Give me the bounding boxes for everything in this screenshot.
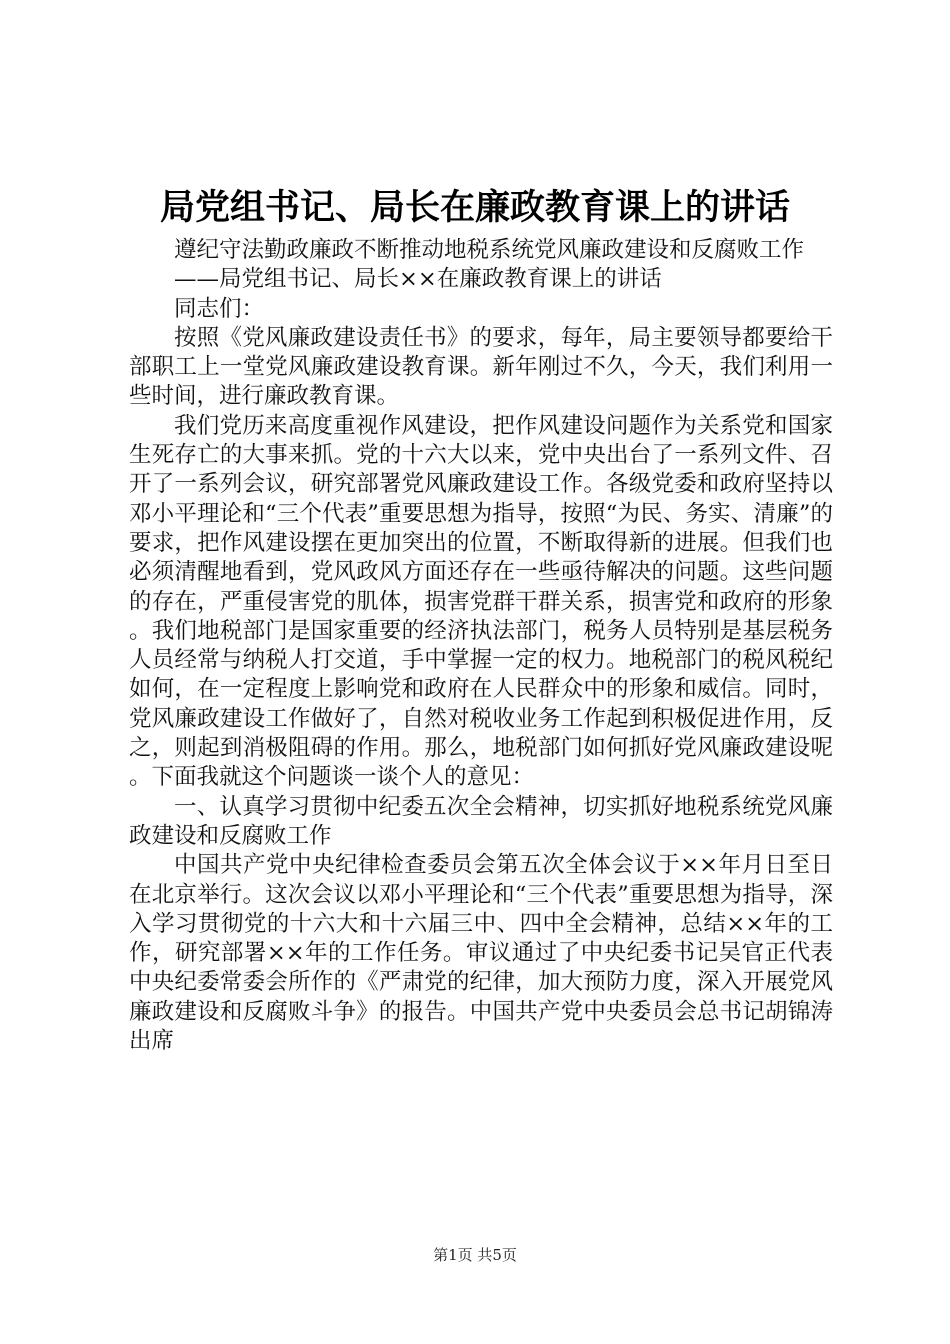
body-paragraph: 我们党历来高度重视作风建设，把作风建设问题作为关系党和国家生死存亡的大事来抓。党的十六大以来，党中央出台了一系列文件、召开了一系列会议，研究部署党风廉政建设工作。各级党委和政府坚持以邓小平理论和“三个代表”重要思想为指导，按照“为民、务实、清廉”的要求，把作风建设摆在更加突出的位置，不断取得新的进展。但我们也必须清醒地看到，党风政风方面还存在一些亟待解决的问题。这些问题的存在，严重侵害党的肌体，损害党群干群关系，损害党和政府的形象。我们地税部门是国家重要的经济执法部门，税务人员特别是基层税务人员经常与纳税人打交道，手中掌握一定的权力。地税部门的税风税纪如何，在一定程度上影响党和政府在人民群众中的形象和威信。同时，党风廉政建设工作做好了，自然对税收业务工作起到积极促进作用，反之，则起到消极阻碍的作用。那么，地税部门如何抓好党风廉政建设呢。下面我就这个问题谈一谈个人的意见： <box>129 412 833 791</box>
document-body <box>129 236 833 1056</box>
body-paragraph: 中国共产党中央纪律检查委员会第五次全体会议于××年月日至日在北京举行。这次会议以邓小平理论和“三个代表”重要思想为指导，深入学习贯彻党的十六大和十六届三中、四中全会精神，总结××年的工作，研究部署××年的工作任务。审议通过了中央纪委书记吴官正代表中央纪委常委会所作的《严肃党的纪律，加大预防力度，深入开展党风廉政建设和反腐败斗争》的报告。中国共产党中央委员会总书记胡锦涛出席 <box>129 852 833 1055</box>
speaker-line: ——局党组书记、局长××在廉政教育课上的讲话 <box>174 266 662 293</box>
page-footer: 第1页 共5页 <box>433 1246 517 1264</box>
section-heading: 一、认真学习贯彻中纪委五次全会精神，切实抓好地税系统党风廉政建设和反腐败工作 <box>129 793 833 849</box>
body-paragraph: 按照《党风廉政建设责任书》的要求，每年，局主要领导都要给干部职工上一堂党风廉政建设教育课。新年刚过不久，今天，我们利用一些时间，进行廉政教育课。 <box>129 324 833 410</box>
salutation: 同志们： <box>174 295 265 322</box>
subtitle-paragraph: 遵纪守法勤政廉政不断推动地税系统党风廉政建设和反腐败工作 <box>174 237 805 263</box>
document-title: 局党组书记、局长在廉政教育课上的讲话 <box>159 187 790 228</box>
